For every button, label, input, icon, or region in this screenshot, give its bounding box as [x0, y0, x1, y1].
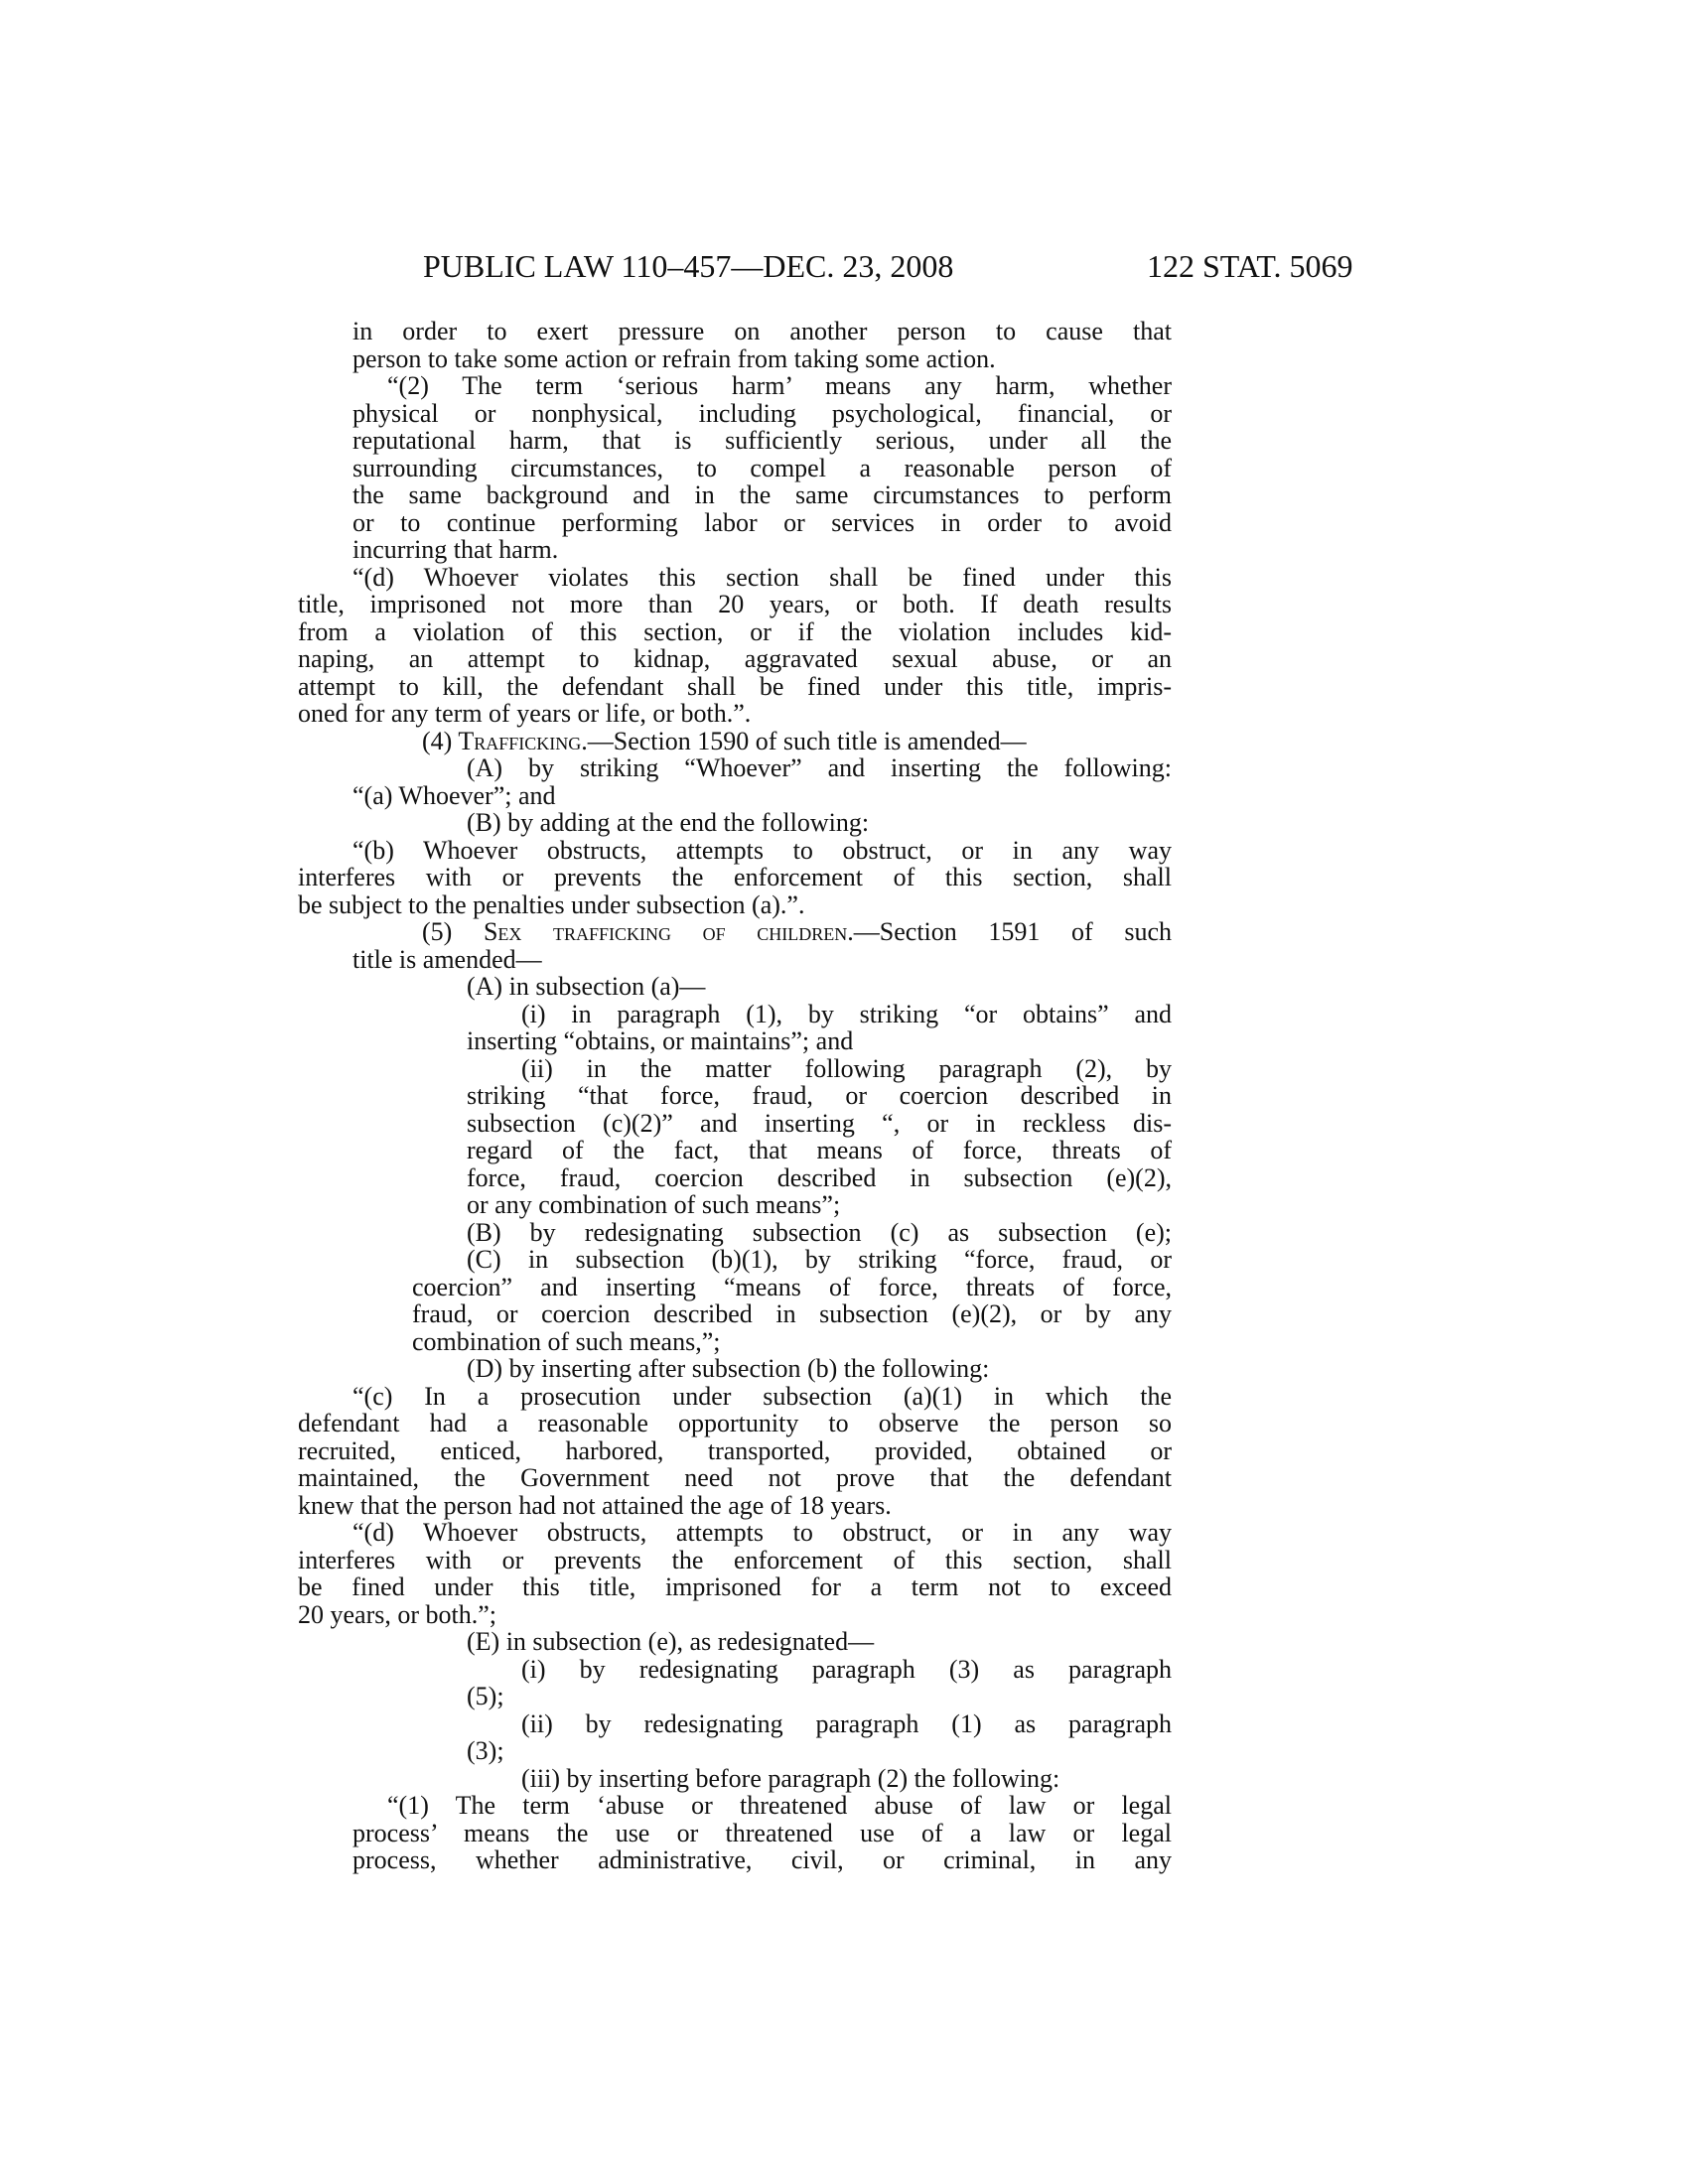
text-line: (ii) in the matter following paragraph (2), by: [521, 1053, 1172, 1083]
stat-page-number: 122 STAT. 5069: [1147, 248, 1353, 284]
text-line: reputational harm, that is sufficiently serious, under all the: [352, 426, 1172, 455]
text-line: inserting “obtains, or maintains”; and: [467, 1026, 854, 1055]
text-line: force, fraud, coercion described in subsection (e)(2),: [467, 1162, 1172, 1192]
text-line: surrounding circumstances, to compel a reasonable person of: [352, 453, 1172, 482]
text-line: or to continue performing labor or services in order to avoid: [352, 507, 1172, 537]
text-line: be subject to the penalties under subsection (a).”.: [298, 889, 805, 919]
text-line: process, whether administrative, civil, or criminal, in any: [352, 1845, 1172, 1874]
text-line: fraud, or coercion described in subsection (e)(2), or by any: [412, 1299, 1172, 1328]
text-line: “(d) Whoever obstructs, attempts to obstruct, or in any way: [352, 1518, 1172, 1547]
text-line: “(d) Whoever violates this section shall be fined under this: [352, 562, 1172, 592]
text-line: (B) by adding at the end the following:: [467, 808, 870, 837]
text-line: 20 years, or both.”;: [298, 1599, 497, 1629]
text-line: incurring that harm.: [352, 535, 559, 564]
text-line: (5) Sex trafficking of children.—Section 1591 of such: [422, 917, 1172, 946]
text-line: “(2) The term ‘serious harm’ means any harm, whether: [387, 371, 1172, 400]
text-line: (3);: [467, 1736, 504, 1765]
text-line: coercion” and inserting “means of force, threats of force,: [412, 1272, 1172, 1301]
text-line: title is amended—: [352, 944, 542, 974]
text-line: (A) in subsection (a)—: [467, 972, 706, 1001]
text-line: (D) by inserting after subsection (b) the following:: [467, 1354, 990, 1383]
text-line: knew that the person had not attained the age of 18 years.: [298, 1490, 892, 1520]
text-line: defendant had a reasonable opportunity to observe the person so: [298, 1409, 1172, 1437]
text-line: in order to exert pressure on another person to cause that: [352, 317, 1172, 345]
text-line: subsection (c)(2)” and inserting “, or in reckless dis-: [467, 1108, 1172, 1138]
text-line: maintained, the Government need not prove that the defendant: [298, 1463, 1172, 1492]
text-line: recruited, enticed, harbored, transported, provided, obtained or: [298, 1435, 1172, 1465]
text-line: interferes with or prevents the enforcement of this section, shall: [298, 1545, 1172, 1574]
text-line: process’ means the use or threatened use of a law or legal: [352, 1818, 1172, 1847]
text-line: “(a) Whoever”; and: [352, 780, 556, 810]
text-fragment: (4) Trafficking.: [422, 726, 588, 755]
text-line: title, imprisoned not more than 20 years, or both. If death results: [298, 590, 1172, 618]
text-line: naping, an attempt to kidnap, aggravated sexual abuse, or an: [298, 644, 1172, 673]
text-line: “(b) Whoever obstructs, attempts to obstruct, or in any way: [352, 835, 1172, 865]
text-line: combination of such means,”;: [412, 1326, 721, 1356]
text-line: (ii) by redesignating paragraph (1) as paragraph: [521, 1708, 1172, 1738]
text-line: interferes with or prevents the enforcement of this section, shall: [298, 863, 1172, 891]
text-line: (i) by redesignating paragraph (3) as paragraph: [521, 1654, 1172, 1684]
text-line: be fined under this title, imprisoned for a term not to exceed: [298, 1572, 1172, 1601]
text-line: “(1) The term ‘abuse or threatened abuse of law or legal: [387, 1791, 1172, 1820]
text-fragment: (5) Sex trafficking of children.: [422, 917, 854, 946]
text-line: person to take some action or refrain from taking some action.: [352, 343, 996, 373]
text-line: (iii) by inserting before paragraph (2) the following:: [521, 1763, 1060, 1793]
text-line: (4) Trafficking.—Section 1590 of such title is amended—: [422, 726, 1027, 755]
text-line: (B) by redesignating subsection (c) as subsection (e);: [467, 1217, 1172, 1247]
text-line: physical or nonphysical, including psychological, financial, or: [352, 398, 1172, 428]
text-line: (E) in subsection (e), as redesignated—: [467, 1627, 875, 1656]
text-line: (A) by striking “Whoever” and inserting the following:: [467, 753, 1172, 782]
text-line: attempt to kill, the defendant shall be fined under this title, impris-: [298, 671, 1172, 701]
text-line: (5);: [467, 1682, 504, 1710]
text-line: (i) in paragraph (1), by striking “or obtains” and: [521, 999, 1172, 1028]
text-line: (C) in subsection (b)(1), by striking “force, fraud, or: [467, 1245, 1172, 1274]
text-line: from a violation of this section, or if the violation includes kid-: [298, 616, 1172, 646]
text-line: “(c) In a prosecution under subsection (a)(1) in which the: [352, 1381, 1172, 1411]
text-line: the same background and in the same circumstances to perform: [352, 480, 1172, 509]
text-line: striking “that force, fraud, or coercion described in: [467, 1081, 1172, 1110]
running-head-title: PUBLIC LAW 110–457—DEC. 23, 2008: [423, 248, 954, 284]
text-line: or any combination of such means”;: [467, 1190, 841, 1219]
text-line: regard of the fact, that means of force, threats of: [467, 1136, 1172, 1164]
text-line: oned for any term of years or life, or both.”.: [298, 699, 752, 728]
